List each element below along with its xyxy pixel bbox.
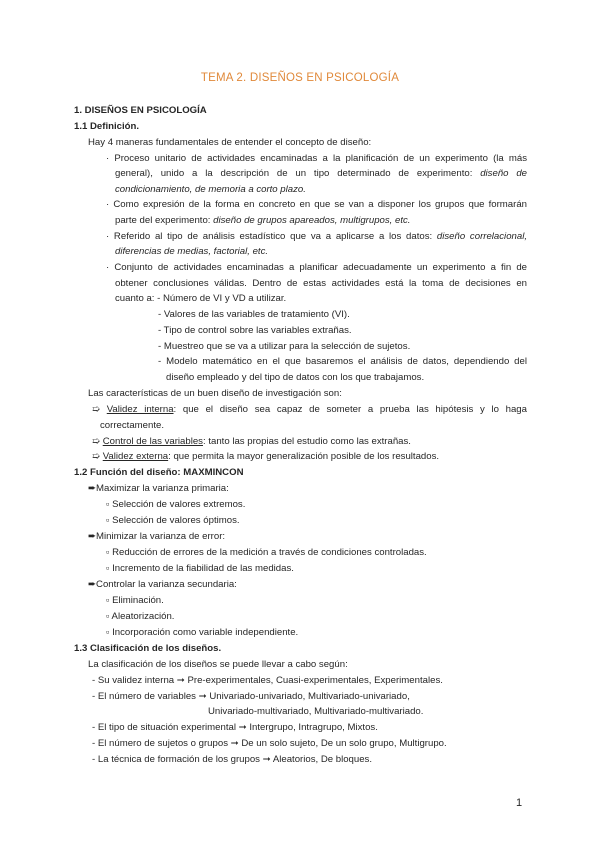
definition-2-line-2: parte del experimento: diseño de grupos apareados, multigrupos, etc. [115, 215, 411, 226]
definition-intro: Hay 4 maneras fundamentales de entender el concepto de diseño: [88, 137, 372, 148]
square-bullet-icon: ▫ [106, 515, 110, 526]
arrow-icon: ➨ [88, 531, 97, 542]
decision-item: - Modelo matemático en el que basaremos el análisis de datos, dependiendo del [158, 356, 527, 367]
square-bullet-icon: ▫ [106, 499, 110, 510]
definition-4-line-1: · Conjunto de actividades encaminadas a planificar adecuadamente un experimento a fin de [106, 262, 527, 273]
classification-intro: La clasificación de los diseños se puede llevar a cabo según: [88, 659, 348, 670]
list-item: ▫ Selección de valores extremos. [106, 499, 246, 510]
classification-item: - El número de sujetos o grupos ➞ De un solo sujeto, De un solo grupo, Multigrupo. [92, 738, 447, 749]
list-item: ▫ Eliminación. [106, 595, 164, 606]
characteristic-internal-validity-cont: correctamente. [100, 420, 164, 431]
square-bullet-icon: ▫ [106, 611, 110, 622]
definition-1-line-3: condicionamiento, de memoria a corto plazo. [115, 184, 306, 195]
list-item: ▫ Incremento de la fiabilidad de las medidas. [106, 563, 294, 574]
characteristic-external-validity: ➯ Validez externa: que permita la mayor generalización posible de los resultados. [92, 451, 440, 462]
square-bullet-icon: ▫ [106, 627, 110, 638]
characteristic-internal-validity: ➯ Validez interna: que el diseño sea capaz de someter a prueba las hipótesis y lo haga [92, 404, 527, 415]
section-1-heading: 1. DISEÑOS EN PSICOLOGÍA [74, 105, 207, 116]
square-bullet-icon: ▫ [106, 547, 110, 558]
definition-1-line-2: general), unido a la descripción de un tipo determinado de experimento: diseño de [115, 168, 528, 179]
list-item: ▫ Selección de valores óptimos. [106, 515, 240, 526]
definition-3-line-2: diferencias de medias, factorial, etc. [115, 246, 269, 257]
characteristics-intro: Las características de un buen diseño de investigación son: [88, 388, 342, 399]
list-item: ▫ Aleatorización. [106, 611, 175, 622]
arrow-icon: ➯ [92, 404, 101, 415]
decision-item: - Muestreo que se va a utilizar para la selección de sujetos. [158, 341, 411, 352]
minimize-error-variance: ➨Minimizar la varianza de error: [88, 531, 226, 542]
definition-2-line-1: · Como expresión de la forma en concreto en que se van a disponer los grupos que formarán [106, 199, 527, 210]
definition-4-line-2: obtener conclusiones válidas. Dentro de estas actividades está la toma de decisiones en [115, 278, 527, 289]
decision-item: - Valores de las variables de tratamiento (VI). [158, 309, 350, 320]
decision-item-continuation: diseño empleado y del tipo de datos con los que trabajamos. [166, 372, 425, 383]
arrow-icon: ➯ [92, 436, 101, 447]
document-title: TEMA 2. DISEÑOS EN PSICOLOGÍA [200, 72, 400, 84]
definition-4-line-3: cuanto a: - Número de VI y VD a utilizar. [115, 293, 287, 304]
classification-item: - El número de variables ➞ Univariado-univariado, Multivariado-univariado, [92, 691, 410, 702]
square-bullet-icon: ▫ [106, 563, 110, 574]
classification-item: - La técnica de formación de los grupos ➞ Aleatorios, De bloques. [92, 754, 373, 765]
arrow-icon: ➯ [92, 451, 101, 462]
list-item: ▫ Reducción de errores de la medición a través de condiciones controladas. [106, 547, 427, 558]
arrow-icon: ➨ [88, 483, 97, 494]
page-number: 1 [516, 797, 523, 809]
section-1-2-heading: 1.2 Función del diseño: MAXMINCON [74, 467, 244, 478]
list-item: ▫ Incorporación como variable independiente. [106, 627, 299, 638]
classification-item: - Su validez interna ➞ Pre-experimentales, Cuasi-experimentales, Experimentales. [92, 675, 443, 686]
definition-3-line-1: · Referido al tipo de análisis estadístico que va a aplicarse a los datos: diseño correlacional, [106, 231, 527, 242]
section-1-1-heading: 1.1 Definición. [74, 121, 140, 132]
arrow-icon: ➨ [88, 579, 97, 590]
square-bullet-icon: ▫ [106, 595, 110, 606]
definition-1-line-1: · Proceso unitario de actividades encaminadas a la planificación de un experimento (la más [106, 153, 527, 164]
decision-item: - Tipo de control sobre las variables extrañas. [158, 325, 352, 336]
control-secondary-variance: ➨Controlar la varianza secundaria: [88, 579, 237, 590]
characteristic-variable-control: ➯ Control de las variables: tanto las propias del estudio como las extrañas. [92, 436, 411, 447]
maximize-primary-variance: ➨Maximizar la varianza primaria: [88, 483, 229, 494]
classification-item: - El tipo de situación experimental ➞ Intergrupo, Intragrupo, Mixtos. [92, 722, 378, 733]
section-1-3-heading: 1.3 Clasificación de los diseños. [74, 643, 222, 654]
classification-item-continuation: Univariado-multivariado, Multivariado-multivariado. [208, 706, 424, 717]
